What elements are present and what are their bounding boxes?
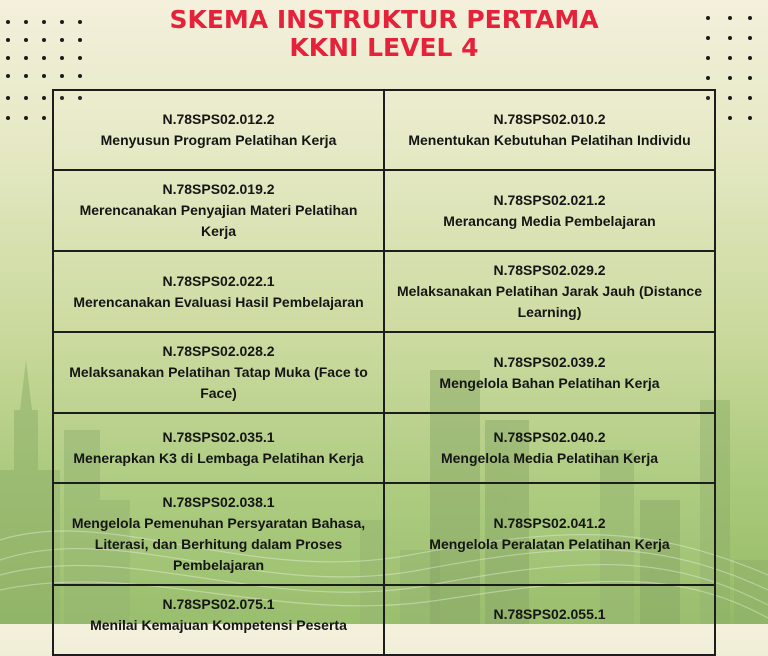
unit-name: Mengelola Peralatan Pelatihan Kerja — [429, 536, 670, 552]
unit-name: Menyusun Program Pelatihan Kerja — [100, 132, 337, 148]
competency-cell — [53, 251, 384, 332]
unit-code: N.78SPS02.028.2 — [162, 343, 275, 359]
page-subtitle: KKNI LEVEL 4 — [289, 33, 479, 62]
unit-code: N.78SPS02.022.1 — [162, 272, 275, 289]
unit-name: Merencanakan Evaluasi Hasil Pembelajaran — [73, 293, 364, 310]
unit-code: N.78SPS02.038.1 — [162, 494, 275, 510]
unit-name: Melaksanakan Pelatihan Tatap Muka (Face to Face) — [69, 364, 368, 401]
competency-cell — [53, 483, 384, 585]
table-row — [53, 483, 715, 585]
unit-name: Mengelola Bahan Pelatihan Kerja — [439, 374, 660, 391]
table-row — [53, 413, 715, 483]
unit-code: N.78SPS02.055.1 — [493, 606, 606, 622]
competency-table — [52, 89, 716, 656]
competency-cell — [384, 483, 715, 585]
competency-cell — [53, 332, 384, 413]
unit-name: Menentukan Kebutuhan Pelatihan Individu — [408, 132, 691, 148]
table-row — [53, 170, 715, 251]
unit-code: N.78SPS02.041.2 — [493, 515, 606, 531]
page-title: SKEMA INSTRUKTUR PERTAMA — [169, 5, 599, 34]
unit-name: Menerapkan K3 di Lembaga Pelatihan Kerja — [73, 450, 364, 466]
competency-cell — [53, 413, 384, 483]
competency-cell — [384, 585, 715, 655]
unit-code: N.78SPS02.035.1 — [162, 429, 275, 445]
unit-code: N.78SPS02.040.2 — [493, 429, 606, 445]
unit-code: N.78SPS02.039.2 — [493, 353, 606, 370]
unit-name: Merencanakan Penyajian Materi Pelatihan Kerja — [79, 202, 358, 239]
table-row — [53, 251, 715, 332]
table-row — [53, 585, 715, 655]
table-row — [53, 332, 715, 413]
competency-cell — [384, 170, 715, 251]
unit-code: N.78SPS02.012.2 — [162, 111, 275, 127]
unit-name: Menilai Kemajuan Kompetensi Peserta — [90, 617, 347, 633]
competency-cell — [384, 413, 715, 483]
table-row — [53, 90, 715, 170]
unit-code: N.78SPS02.029.2 — [493, 262, 606, 278]
unit-name: Mengelola Media Pelatihan Kerja — [440, 450, 659, 466]
unit-code: N.78SPS02.019.2 — [162, 181, 275, 197]
unit-code: N.78SPS02.075.1 — [162, 596, 275, 612]
unit-code: N.78SPS02.021.2 — [493, 191, 606, 208]
competency-cell — [53, 585, 384, 655]
competency-cell — [53, 170, 384, 251]
competency-cell — [53, 90, 384, 170]
unit-name: Melaksanakan Pelatihan Jarak Jauh (Distance Learning) — [396, 283, 703, 320]
unit-name: Merancang Media Pembelajaran — [443, 212, 656, 229]
competency-cell — [384, 90, 715, 170]
competency-cell — [384, 251, 715, 332]
unit-code: N.78SPS02.010.2 — [493, 111, 606, 127]
unit-name: Mengelola Pemenuhan Persyaratan Bahasa, Literasi, dan Berhitung dalam Proses Pembelajaran — [71, 515, 366, 573]
competency-cell — [384, 332, 715, 413]
